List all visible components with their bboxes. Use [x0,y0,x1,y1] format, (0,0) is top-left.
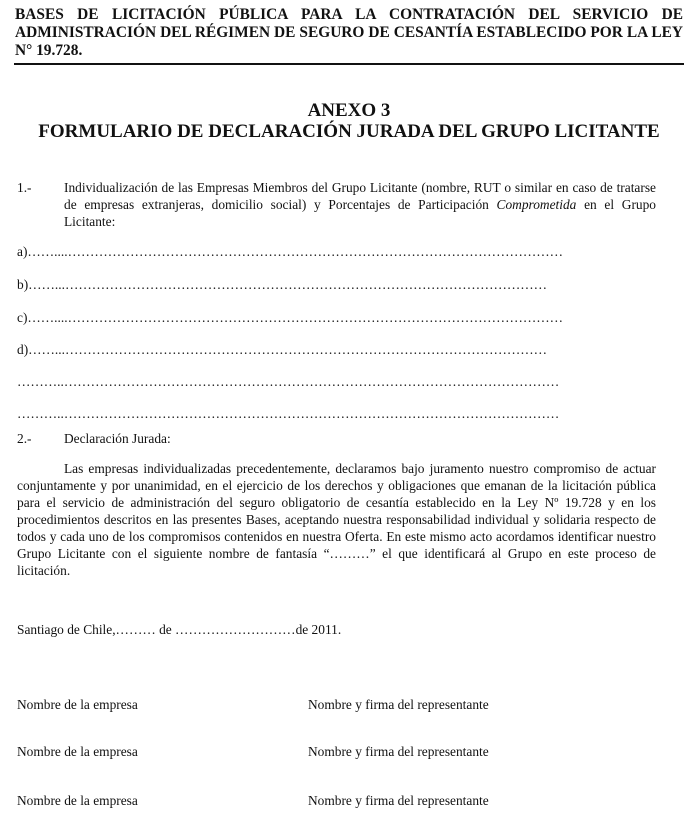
section-1-number: 1.- [17,180,32,195]
annex-title: FORMULARIO DE DECLARACIÓN JURADA DEL GRUPO LICITANTE [38,121,660,142]
fill-line-b: b)……...……………………………………………………………………………………………… [17,277,548,292]
company-name-label: Nombre de la empresa [17,793,138,808]
section-1-text-end: en el Grupo Licitante: [64,197,656,229]
section-2-title: Declaración Jurada: [64,431,171,446]
section-1-text [64,179,656,230]
fill-line-extra-2: ………..………………………………………………………………………………………………… [17,406,560,421]
fill-line-c: c)……....………………………………………………………………………………………………… [17,310,564,325]
representative-signature-label: Nombre y firma del representante [308,697,489,712]
section-2-body: Las empresas individualizadas precedentemente, declaramos bajo juramento nuestro compromiso de actuar conjuntamente y por unanimidad, en el ejercicio de los derechos y obligaciones que emanan de la licitación pública para el servicio de administración del seguro obligatorio de cesantía establecido en la Ley Nº 19.728 y en los procedimientos descritos en las presentes Bases, aceptando nuestra responsabilidad individual y solidaria respecto de todos y cada uno de los compromisos contenidos en nuestra Oferta. En este mismo acto acordamos identificar nuestro Grupo Licitante con el siguiente nombre de fantasía “………” el que identificará al Grupo en este proceso de licitación. [17,461,656,578]
section-2-number: 2.- [17,431,32,446]
document-header-title: BASES DE LICITACIÓN PÚBLICA PARA LA CONTRATACIÓN DEL SERVICIO DE ADMINISTRACIÓN DEL RÉGIMEN DE SEGURO DE CESANTÍA ESTABLECIDO POR LA LEY N° 19.728. [15,6,683,59]
company-name-label: Nombre de la empresa [17,744,138,759]
annex-number: ANEXO 3 [307,100,391,121]
fill-line-a: a)……....………………………………………………………………………………………………… [17,244,564,259]
header-divider [14,63,684,65]
section-1-text-italic: Comprometida [496,197,577,212]
fill-line-d: d)……...……………………………………………………………………………………………… [17,342,548,357]
section-1-text-start: Individualización de las Empresas Miembros del Grupo Licitante (nombre, RUT o similar en caso de tratarse de empresas extranjeras, domicilio social) y Porcentajes de Participación [64,180,656,212]
representative-signature-label: Nombre y firma del representante [308,793,489,808]
representative-signature-label: Nombre y firma del representante [308,744,489,759]
company-name-label: Nombre de la empresa [17,697,138,712]
fill-line-extra-1: ………..………………………………………………………………………………………………… [17,374,560,389]
date-line: Santiago de Chile,……… de ………………………de 2011. [17,622,342,637]
